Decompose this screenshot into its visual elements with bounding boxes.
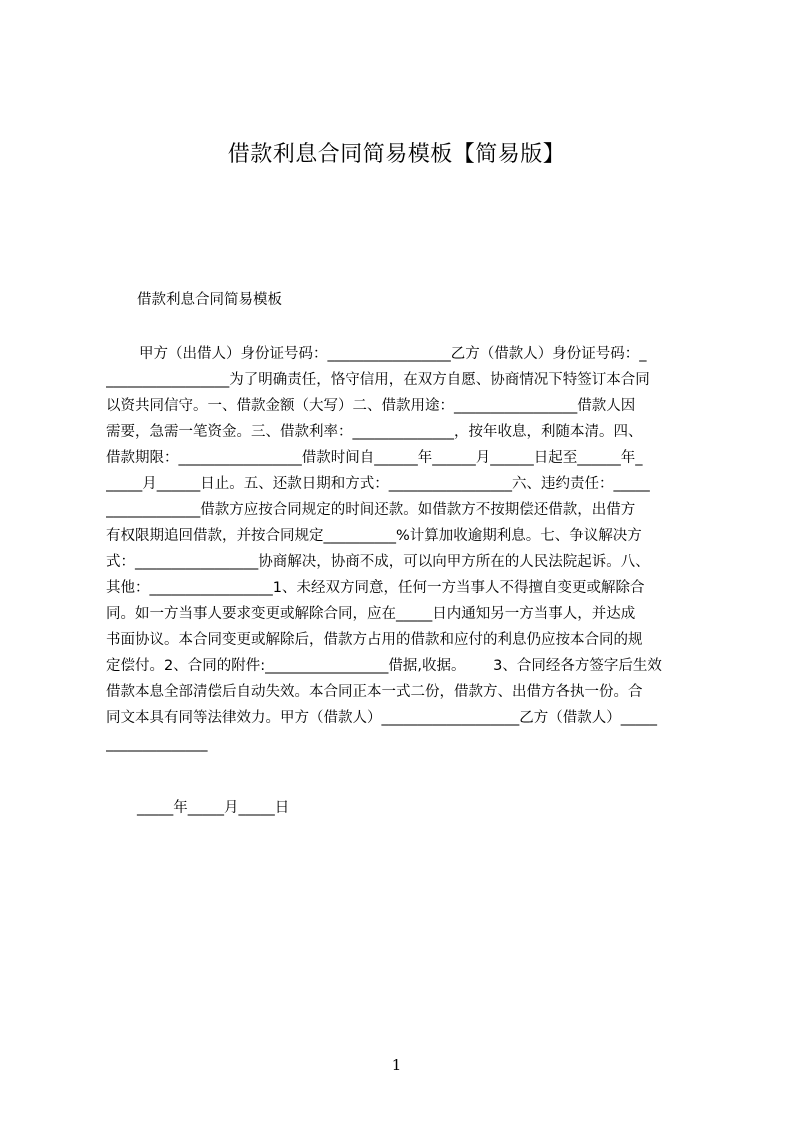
contract-line: _____________借款方应按合同规定的时间还款。如借款方不按期偿还借款，出借方 xyxy=(106,502,636,518)
page-number: 1 xyxy=(391,1056,402,1074)
contract-line: 书面协议。本合同变更或解除后，借款方占用的借款和应付的利息仍应按本合同的规 xyxy=(106,632,643,648)
contract-line: 同。如一方当事人要求变更或解除合同，应在_____日内通知另一方当事人，并达成 xyxy=(106,606,636,622)
contract-line: 同文本具有同等法律效力。甲方（借款人）___________________乙方（借款人）_____ xyxy=(106,710,657,726)
contract-line: 借款期限：_________________借款时间自______年______月______日起至______年_ xyxy=(106,450,643,466)
page-title: 借款利息合同简易模板【简易版】 xyxy=(227,142,566,167)
contract-line: _____月______日止。五、还款日期和方式：_________________六、违约责任：_____ xyxy=(106,476,650,492)
contract-line: 其他：_________________1、未经双方同意，任何一方当事人不得擅自变更或解除合 xyxy=(106,580,645,596)
contract-line: 甲方（出借人）身份证号码：_________________乙方（借款人）身份证号码：_ xyxy=(139,346,647,362)
contract-line: 以资共同信守。一、借款金额（大写）二、借款用途：_________________借款人因 xyxy=(106,398,636,414)
contract-line: 借款本息全部清偿后自动失效。本合同正本一式二份，借款方、出借方各执一份。合 xyxy=(106,684,643,700)
contract-line: 需要，急需一笔资金。三、借款利率：______________，按年收息，利随本清。四、 xyxy=(106,424,643,440)
contract-line: 定偿付。2、合同的附件:_________________借据,收据。 3、合同经各方签字后生效 xyxy=(106,658,662,674)
contract-line: ______________ xyxy=(106,736,208,752)
document-subtitle: 借款利息合同简易模板 xyxy=(137,292,282,308)
date-line: _____年_____月_____日 xyxy=(137,800,290,816)
contract-line: 式：_________________协商解决，协商不成，可以向甲方所在的人民法院起诉。八、 xyxy=(106,554,650,570)
contract-line: _________________为了明确责任，恪守信用，在双方自愿、协商情况下特签订本合同 xyxy=(106,372,650,388)
contract-line: 有权限期追回借款，并按合同规定__________%计算加收逾期利息。七、争议解决方 xyxy=(106,528,642,544)
